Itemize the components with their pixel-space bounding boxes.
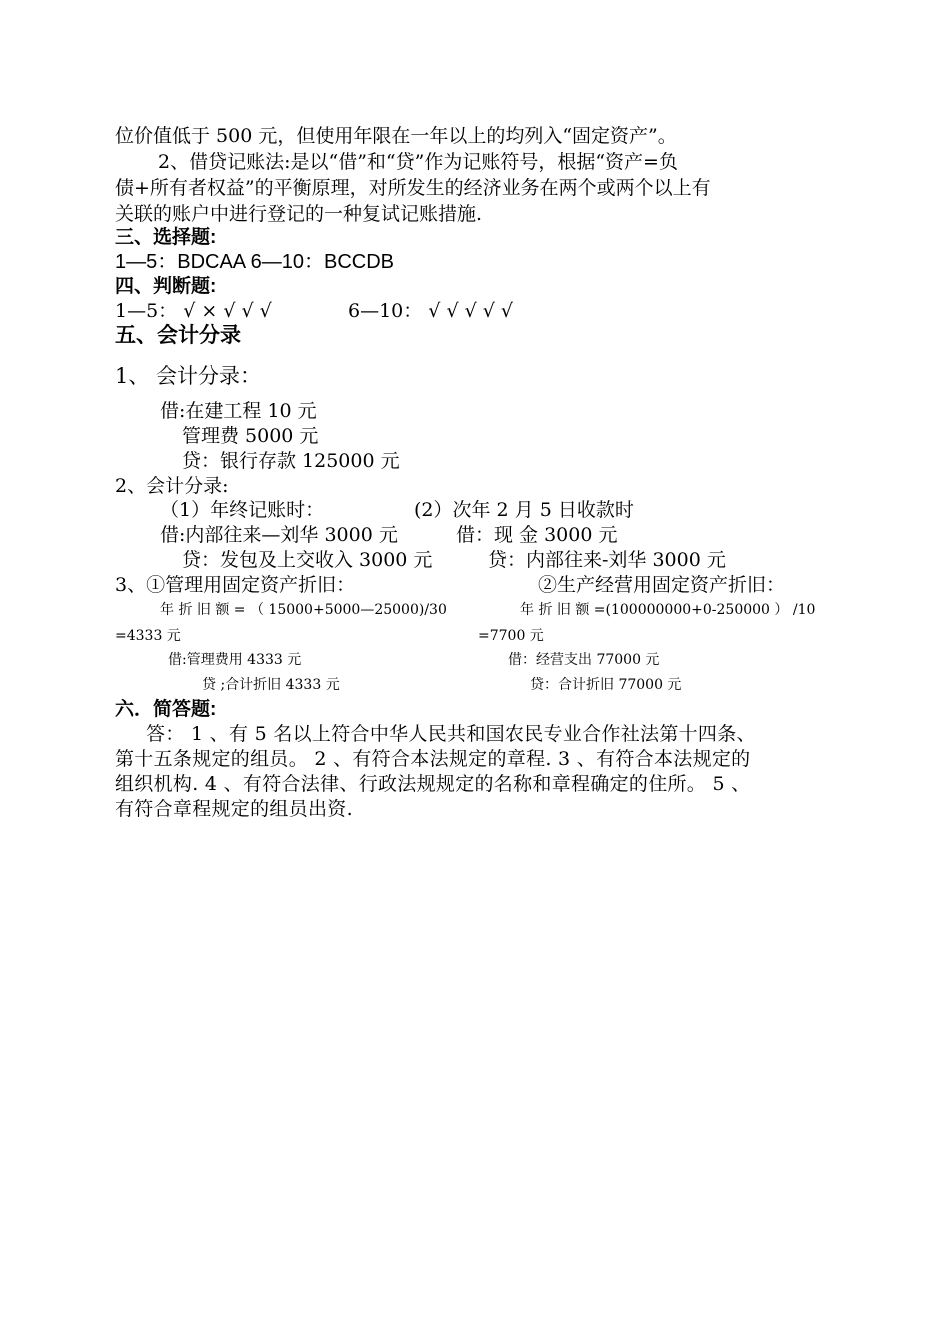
- answer-line2: 第十五条规定的组员。 2 、有符合本法规定的章程. 3 、有符合本法规定的: [115, 748, 751, 770]
- paragraph-double-entry-line1: 2、借贷记账法:是以“借”和“贷”作为记账符号，根据“资产=负: [158, 151, 678, 173]
- entry1-title: 1、 会计分录：: [115, 364, 262, 388]
- entry2-title: 2、会计分录:: [115, 475, 229, 497]
- heading-judge: 四、判断题:: [115, 276, 217, 297]
- entry3-credit-depreciation2: 贷：合计折旧 77000 元: [530, 677, 682, 693]
- heading-short-answer: 六．简答题:: [115, 699, 217, 720]
- heading-choice: 三、选择题:: [115, 227, 217, 248]
- entry3-title-admin: 3、①管理用固定资产折旧：: [115, 574, 356, 596]
- entry3-credit-depreciation1: 贷 ;合计折旧 4333 元: [202, 677, 340, 693]
- entry3-debit-admin: 借:管理费用 4333 元: [168, 652, 302, 668]
- paragraph-double-entry-line3: 关联的账户中进行登记的一种复试记账措施.: [115, 203, 483, 225]
- entry3-result1: =4333 元: [115, 628, 181, 644]
- heading-entries: 五、会计分录: [115, 324, 241, 347]
- entry2-credit1: 贷：发包及上交收入 3000 元: [182, 549, 433, 571]
- entry2-debit1: 借:内部往来—刘华 3000 元: [160, 524, 398, 546]
- answer-line4: 有符合章程规定的组员出资.: [115, 798, 353, 820]
- entry2-credit2: 贷：内部往来-刘华 3000 元: [488, 549, 726, 571]
- choice-answers: 1—5：BDCAA 6—10：BCCDB: [115, 251, 394, 273]
- entry3-debit-operation: 借：经营支出 77000 元: [508, 652, 660, 668]
- entry2-sub1: （1）年终记账时：: [160, 499, 325, 521]
- paragraph-double-entry-line2: 债+所有者权益”的平衡原理，对所发生的经济业务在两个或两个以上有: [115, 177, 711, 199]
- entry2-debit2: 借：现 金 3000 元: [456, 524, 618, 546]
- answer-line1: 答： 1 、有 5 名以上符合中华人民共和国农民专业合作社法第十四条、: [146, 723, 756, 745]
- judge-answers-1-5: 1—5： √ × √ √ √: [115, 300, 272, 322]
- entry3-formula1: 年 折 旧 额 = （ 15000+5000—25000)/30: [160, 602, 447, 618]
- entry1-debit-construction: 借:在建工程 10 元: [160, 400, 317, 422]
- entry3-title-production: ②生产经营用固定资产折旧：: [538, 574, 786, 596]
- entry3-result2: =7700 元: [478, 628, 544, 644]
- entry1-credit-bank: 贷：银行存款 125000 元: [182, 450, 400, 472]
- entry3-formula2: 年 折 旧 额 =(100000000+0-250000 ） /10: [520, 602, 816, 618]
- paragraph-fixed-assets-tail: 位价值低于 500 元，但使用年限在一年以上的均列入“固定资产”。: [115, 125, 677, 147]
- answer-line3: 组织机构. 4 、有符合法律、行政法规规定的名称和章程确定的住所。 5 、: [115, 773, 751, 795]
- entry1-debit-admin: 管理费 5000 元: [182, 425, 319, 447]
- judge-answers-6-10: 6—10： √ √ √ √ √: [348, 300, 513, 322]
- entry2-sub2: (2）次年 2 月 5 日收款时: [414, 499, 634, 521]
